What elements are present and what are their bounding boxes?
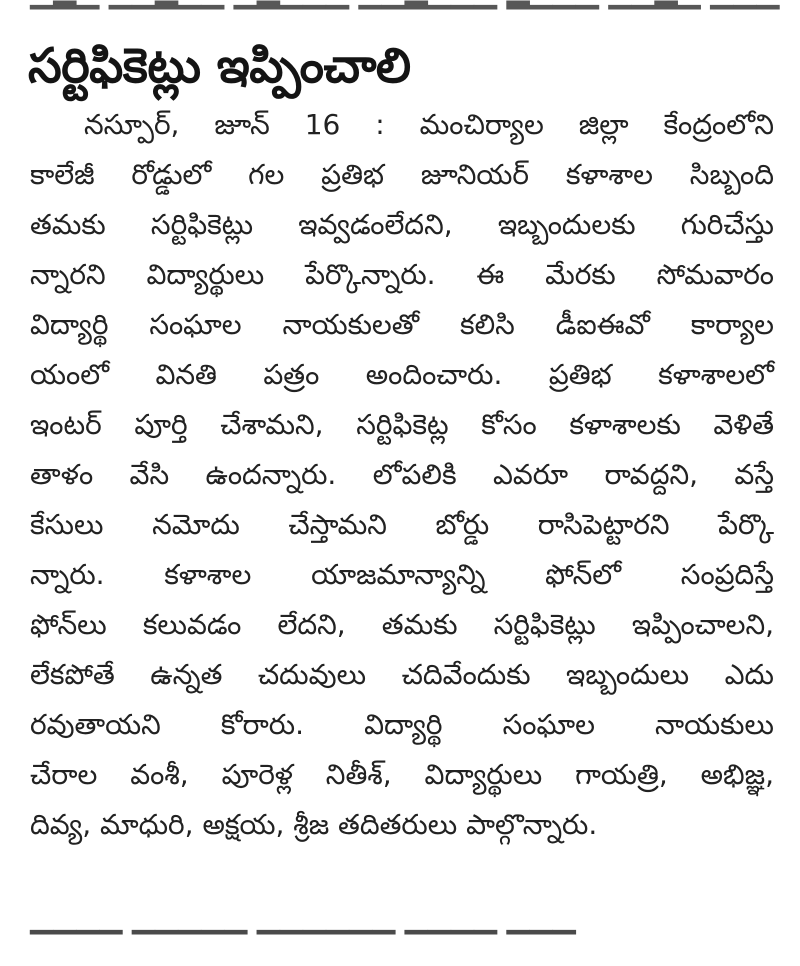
- cropped-next-text: [30, 931, 770, 966]
- article-headline: సర్టిఫికెట్లు ఇప్పించాలి: [28, 38, 411, 94]
- article-line: తాళం వేసి ఉందన్నారు. లోపలికి ఎవరూ రావద్దని, వస్తే: [30, 458, 774, 491]
- article-line: రవుతాయని కోరారు. విద్యార్థి సంఘాల నాయకులు: [30, 708, 774, 741]
- article-line: ఇంటర్ పూర్తి చేశామని, సర్టిఫికెట్ల కోసం కళాశాలకు వెళితే: [30, 408, 774, 441]
- article-line: కాలేజీ రోడ్డులో గల ప్రతిభ జూనియర్ కళాశాల సిబ్బంది: [30, 158, 774, 191]
- article-line: తమకు సర్టిఫికెట్లు ఇవ్వడంలేదని, ఇబ్బందులకు గురిచేస్తు: [30, 208, 774, 241]
- article-line: న్నారని విద్యార్థులు పేర్కొన్నారు. ఈ మేరకు సోమవారం: [30, 258, 774, 291]
- article-line: యంలో వినతి పత్రం అందించారు. ప్రతిభ కళాశాలలో: [30, 358, 774, 391]
- article-line: నస్పూర్, జూన్ 16 : మంచిర్యాల జిల్లా కేంద్రంలోని: [84, 108, 774, 141]
- article-line: విద్యార్థి సంఘాల నాయకులతో కలిసి డీఐఈవో కార్యాల: [30, 308, 774, 341]
- article-line: ఫోన్‌లు కలువడం లేదని, తమకు సర్టిఫికెట్లు ఇప్పించాలని,: [30, 608, 774, 641]
- cropped-text-fragment: [30, 0, 779, 10]
- article-line: లేకపోతే ఉన్నత చదువులు చదివేందుకు ఇబ్బందులు ఎదు: [30, 658, 774, 691]
- article-line: కేసులు నమోదు చేస్తామని బోర్డు రాసిపెట్టారని పేర్కొ: [30, 508, 774, 541]
- article-line: న్నారు. కళాశాల యాజమాన్యాన్ని ఫోన్‌లో సంప్రదిస్తే: [30, 558, 774, 591]
- article-line: చేరాల వంశీ, పూరెళ్ల నితీశ్, విద్యార్థులు గాయత్రి, అభిజ్ఞ,: [30, 758, 774, 791]
- cropped-text-fragment: ▔▔▔▔ ▔▔▔▔▔ ▔▔▔▔▔▔ ▔▔▔▔ ▔▔▔: [30, 931, 576, 966]
- cropped-previous-text: [30, 0, 770, 8]
- article-body: [30, 100, 774, 850]
- article-line: దివ్య, మాధురి, అక్షయ, శ్రీజ తదితరులు పాల్గొన్నారు.: [30, 808, 598, 841]
